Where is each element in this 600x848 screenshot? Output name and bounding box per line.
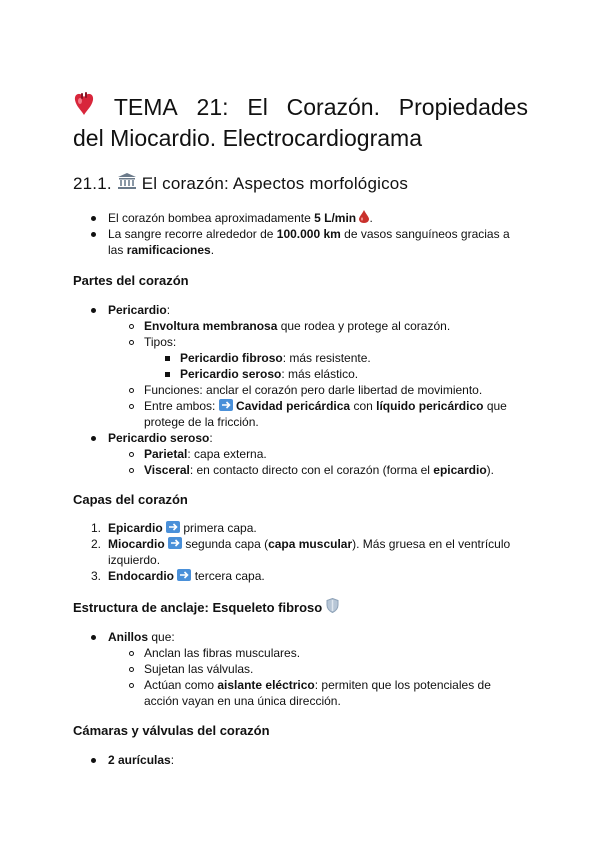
list-item: La sangre recorre alrededor de 100.000 km de vasos sanguíneos gracias a xyxy=(73,226,528,242)
subheading-camaras: Cámaras y válvulas del corazón xyxy=(73,723,270,738)
list-item: Parietal: capa externa. xyxy=(73,446,528,462)
list-item: Envoltura membranosa que rodea y protege al corazón. xyxy=(73,318,528,334)
list-item: Pericardio: xyxy=(73,302,528,318)
list-item: 2 aurículas: xyxy=(73,752,528,768)
list-item: Sujetan las válvulas. xyxy=(73,661,528,677)
list-item: Visceral: en contacto directo con el corazón (forma el epicardio). xyxy=(73,462,528,478)
list-item: 1. Epicardio primera capa. xyxy=(91,521,257,535)
list-item: Pericardio seroso: más elástico. xyxy=(73,366,528,382)
right-arrow-icon xyxy=(177,569,191,585)
classical-building-icon xyxy=(117,175,137,195)
intro-list xyxy=(73,210,528,258)
page-title: TEMA 21: El Corazón. Propiedades del Miocardio. Electrocardiograma xyxy=(73,94,528,151)
bullet xyxy=(91,232,96,237)
list-item-continuation: acción vayan en una única dirección. xyxy=(144,694,341,708)
subheading-anclaje: Estructura de anclaje: Esqueleto fibroso xyxy=(73,600,339,616)
list-item: Entre ambos: Cavidad pericárdica con líquido pericárdico que xyxy=(73,398,528,414)
right-arrow-icon xyxy=(168,537,182,553)
list-item: Funciones: anclar el corazón pero darle libertad de movimiento. xyxy=(73,382,528,398)
list-item: Anillos que: xyxy=(73,629,528,645)
subheading-partes: Partes del corazón xyxy=(73,273,189,288)
heart-icon xyxy=(73,92,95,123)
capas-list xyxy=(73,520,528,584)
list-item: El corazón bombea aproximadamente 5 L/min . xyxy=(73,210,528,226)
blood-drop-icon xyxy=(359,211,369,227)
right-arrow-icon xyxy=(219,399,233,415)
list-item: Tipos: xyxy=(73,334,528,350)
section-heading: 21.1. El corazón: Aspectos morfológicos xyxy=(73,174,409,193)
anclaje-list xyxy=(73,629,528,709)
shield-icon xyxy=(326,601,339,616)
list-item: Pericardio fibroso: más resistente. xyxy=(73,350,528,366)
list-item-continuation: las ramificaciones. xyxy=(108,243,215,257)
list-item: Anclan las fibras musculares. xyxy=(73,645,528,661)
right-arrow-icon xyxy=(166,521,180,537)
list-item: Actúan como aislante eléctrico: permiten que los potenciales de xyxy=(73,677,528,693)
list-item: 3. Endocardio tercera capa. xyxy=(91,569,265,583)
list-item: Pericardio seroso: xyxy=(73,430,528,446)
partes-list xyxy=(73,302,528,478)
camaras-list xyxy=(73,752,528,768)
list-item: 2. Miocardio segunda capa (capa muscular). Más gruesa en el ventrículo xyxy=(91,537,511,551)
subheading-capas: Capas del corazón xyxy=(73,492,188,507)
list-item-continuation: izquierdo. xyxy=(108,553,161,567)
list-item-continuation: protege de la fricción. xyxy=(144,415,259,429)
bullet xyxy=(91,216,96,221)
